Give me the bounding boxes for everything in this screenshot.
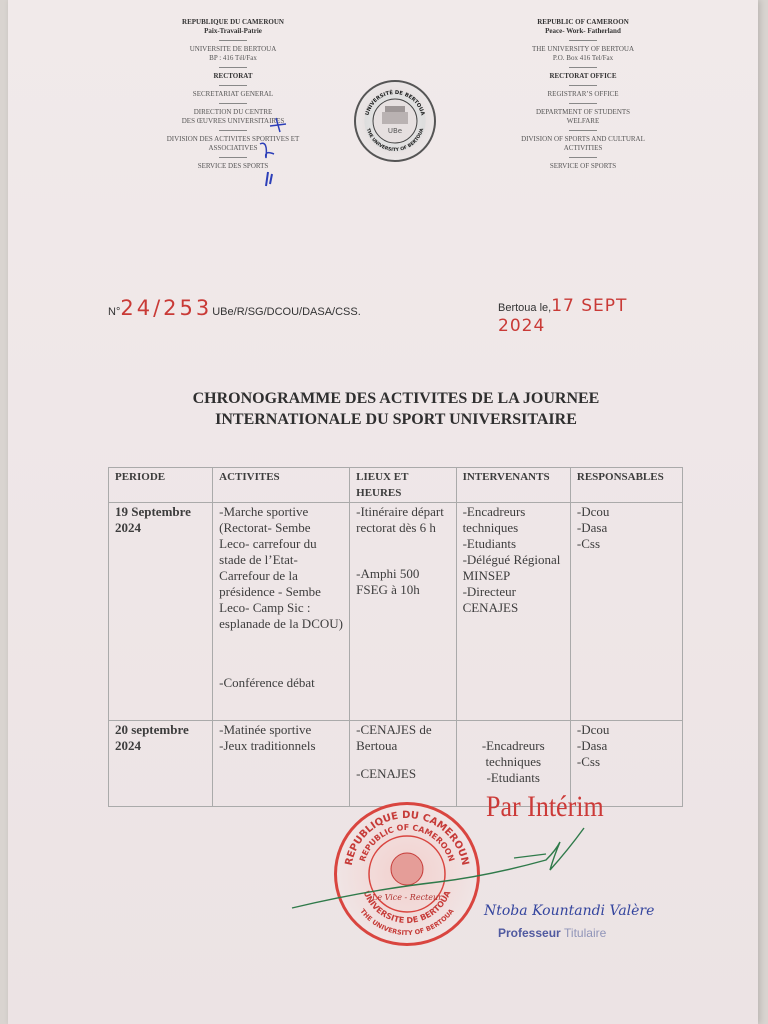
intervenant-text: -Directeur CENAJES [462, 584, 519, 615]
header-right [468, 18, 698, 171]
responsables-cell [570, 503, 682, 721]
lieux-cell [350, 503, 456, 721]
signatory-title-main: Professeur [498, 926, 561, 940]
activity-text: -Matinée sportive [219, 722, 312, 737]
university-en: THE UNIVERSITY OF BERTOUA [531, 45, 635, 53]
responsable-text: -Dcou [576, 722, 610, 737]
stamp-center-text: Le Vice - Recteur [372, 893, 442, 902]
office-en: RECTORAT OFFICE [549, 72, 617, 80]
reference-prefix: N° [108, 306, 121, 318]
periode-cell: 19 Septembre 2024 [109, 503, 213, 721]
lieu-text: -Amphi 500 FSEG à 10h [356, 566, 420, 597]
divider [219, 130, 247, 131]
university-seal-icon [356, 82, 434, 160]
activity-text: -Marche sportive (Rectorat- Sembe Leco- carrefour du stade de l’Etat- Carrefour de la présidence - Sembe Leco- Camp Sic : esplanade de la DCOU) [219, 504, 343, 631]
lieux-cell [350, 721, 456, 807]
column-header: INTERVENANTS [456, 468, 570, 503]
responsable-text: -Dasa [576, 520, 608, 535]
service-fr: SERVICE DES SPORTS [197, 162, 269, 170]
stamp-bottom-text-2: UNIVERSITE DE BERTOUA [361, 889, 453, 926]
university-fr: UNIVERSITE DE BERTOUA [189, 45, 277, 53]
divider [569, 85, 597, 86]
motto-fr: Paix-Travail-Patrie [204, 27, 262, 35]
date-stamp: 17 SEPT 2024 [498, 296, 628, 336]
reference-suffix: UBe/R/SG/DCOU/DASA/CSS. [212, 306, 361, 318]
responsable-text: -Css [576, 754, 601, 769]
intervenant-text: -Encadreurs techniques [462, 504, 526, 535]
divider [569, 130, 597, 131]
intervenant-text: -Encadreurs techniques [481, 738, 545, 769]
periode-cell: 20 septembre 2024 [109, 721, 213, 807]
reference-number [108, 296, 361, 320]
division-fr-1: DIVISION DES ACTIVITES SPORTIVES ET [166, 135, 300, 143]
division-en-2: ACTIVITIES [563, 144, 603, 152]
lieu-text: -Itinéraire départ rectorat dès 6 h [356, 504, 444, 535]
lieu-text: -CENAJES de Bertoua [356, 722, 432, 753]
intervenants-cell [456, 503, 570, 721]
activites-cell [213, 503, 350, 721]
responsable-text: -Css [576, 536, 601, 551]
logo-top-text: UNIVERSITÉ DE BERTOUA [364, 89, 426, 117]
activity-text: -Jeux traditionnels [219, 738, 316, 753]
intervenant-text: -Etudiants [462, 536, 516, 551]
lieu-text: -CENAJES [356, 766, 417, 781]
division-fr-2: ASSOCIATIVES [208, 144, 258, 152]
document-title [108, 388, 684, 430]
activity-text: -Conférence débat [219, 675, 315, 690]
intervenant-text: -Délégué Régional MINSEP [462, 552, 561, 583]
logo-bottom-text: THE UNIVERSITY OF BERTOUA [364, 127, 426, 154]
logo-center-text: UBe [387, 127, 403, 135]
po-en: P.O. Box 416 Tel/Fax [552, 54, 614, 62]
column-header: RESPONSABLES [570, 468, 682, 503]
responsable-text: -Dasa [576, 738, 608, 753]
signatory-title-rank: Titulaire [564, 926, 607, 940]
divider [569, 40, 597, 41]
reference-handwritten-number: 24/253 [120, 296, 213, 320]
republic-fr: REPUBLIQUE DU CAMEROUN [182, 18, 284, 26]
registrar-en: REGISTRAR’S OFFICE [547, 90, 619, 98]
secretariat-fr: SECRETARIAT GENERAL [192, 90, 274, 98]
divider [219, 103, 247, 104]
service-en: SERVICE OF SPORTS [549, 162, 617, 170]
divider [569, 103, 597, 104]
header-left [118, 18, 348, 171]
table-header-row [109, 468, 683, 503]
column-header: PERIODE [109, 468, 213, 503]
divider [569, 67, 597, 68]
stamp-top-text: REPUBLIQUE DU CAMEROUN [343, 809, 471, 867]
responsable-text: -Dcou [576, 504, 610, 519]
signatory-name: Ntoba Kountandi Valère [484, 903, 655, 919]
office-fr: RECTORAT [213, 72, 253, 80]
division-en-1: DIVISION OF SPORTS AND CULTURAL [521, 135, 645, 143]
divider [219, 85, 247, 86]
column-header: ACTIVITES [213, 468, 350, 503]
divider [219, 157, 247, 158]
stamp-bottom-text: THE UNIVERSITY OF BERTOUA [358, 907, 456, 938]
table-row [109, 503, 683, 721]
divider [219, 67, 247, 68]
title-line-2: INTERNATIONALE DU SPORT UNIVERSITAIRE [215, 411, 577, 428]
document-page [8, 0, 758, 1024]
title-line-1: CHRONOGRAMME DES ACTIVITES DE LA JOURNEE [192, 390, 600, 407]
direction-fr-1: DIRECTION DU CENTRE [193, 108, 273, 116]
department-en-1: DEPARTMENT OF STUDENTS [535, 108, 631, 116]
schedule-table [108, 467, 683, 807]
motto-en: Peace- Work- Fatherland [545, 27, 621, 35]
intervenant-text: -Etudiants [486, 770, 540, 785]
bp-fr: BP : 416 Tél/Fax [209, 54, 257, 62]
activites-cell [213, 721, 350, 807]
handwritten-check-marks [248, 110, 298, 190]
place-label: Bertoua le, [498, 302, 552, 314]
divider [219, 40, 247, 41]
reference-date [498, 296, 668, 336]
department-en-2: WELFARE [566, 117, 600, 125]
direction-fr-2: DES ŒUVRES UNIVERSITAIRES [181, 117, 285, 125]
interim-mention: Par Intérim [486, 789, 604, 824]
column-header: LIEUX ET HEURES [350, 468, 456, 503]
signatory-title [498, 926, 606, 940]
university-logo [354, 80, 436, 162]
republic-en: REPUBLIC OF CAMEROON [537, 18, 629, 26]
divider [569, 157, 597, 158]
stamp-top-text-2: REPUBLIC OF CAMEROON [357, 822, 457, 863]
